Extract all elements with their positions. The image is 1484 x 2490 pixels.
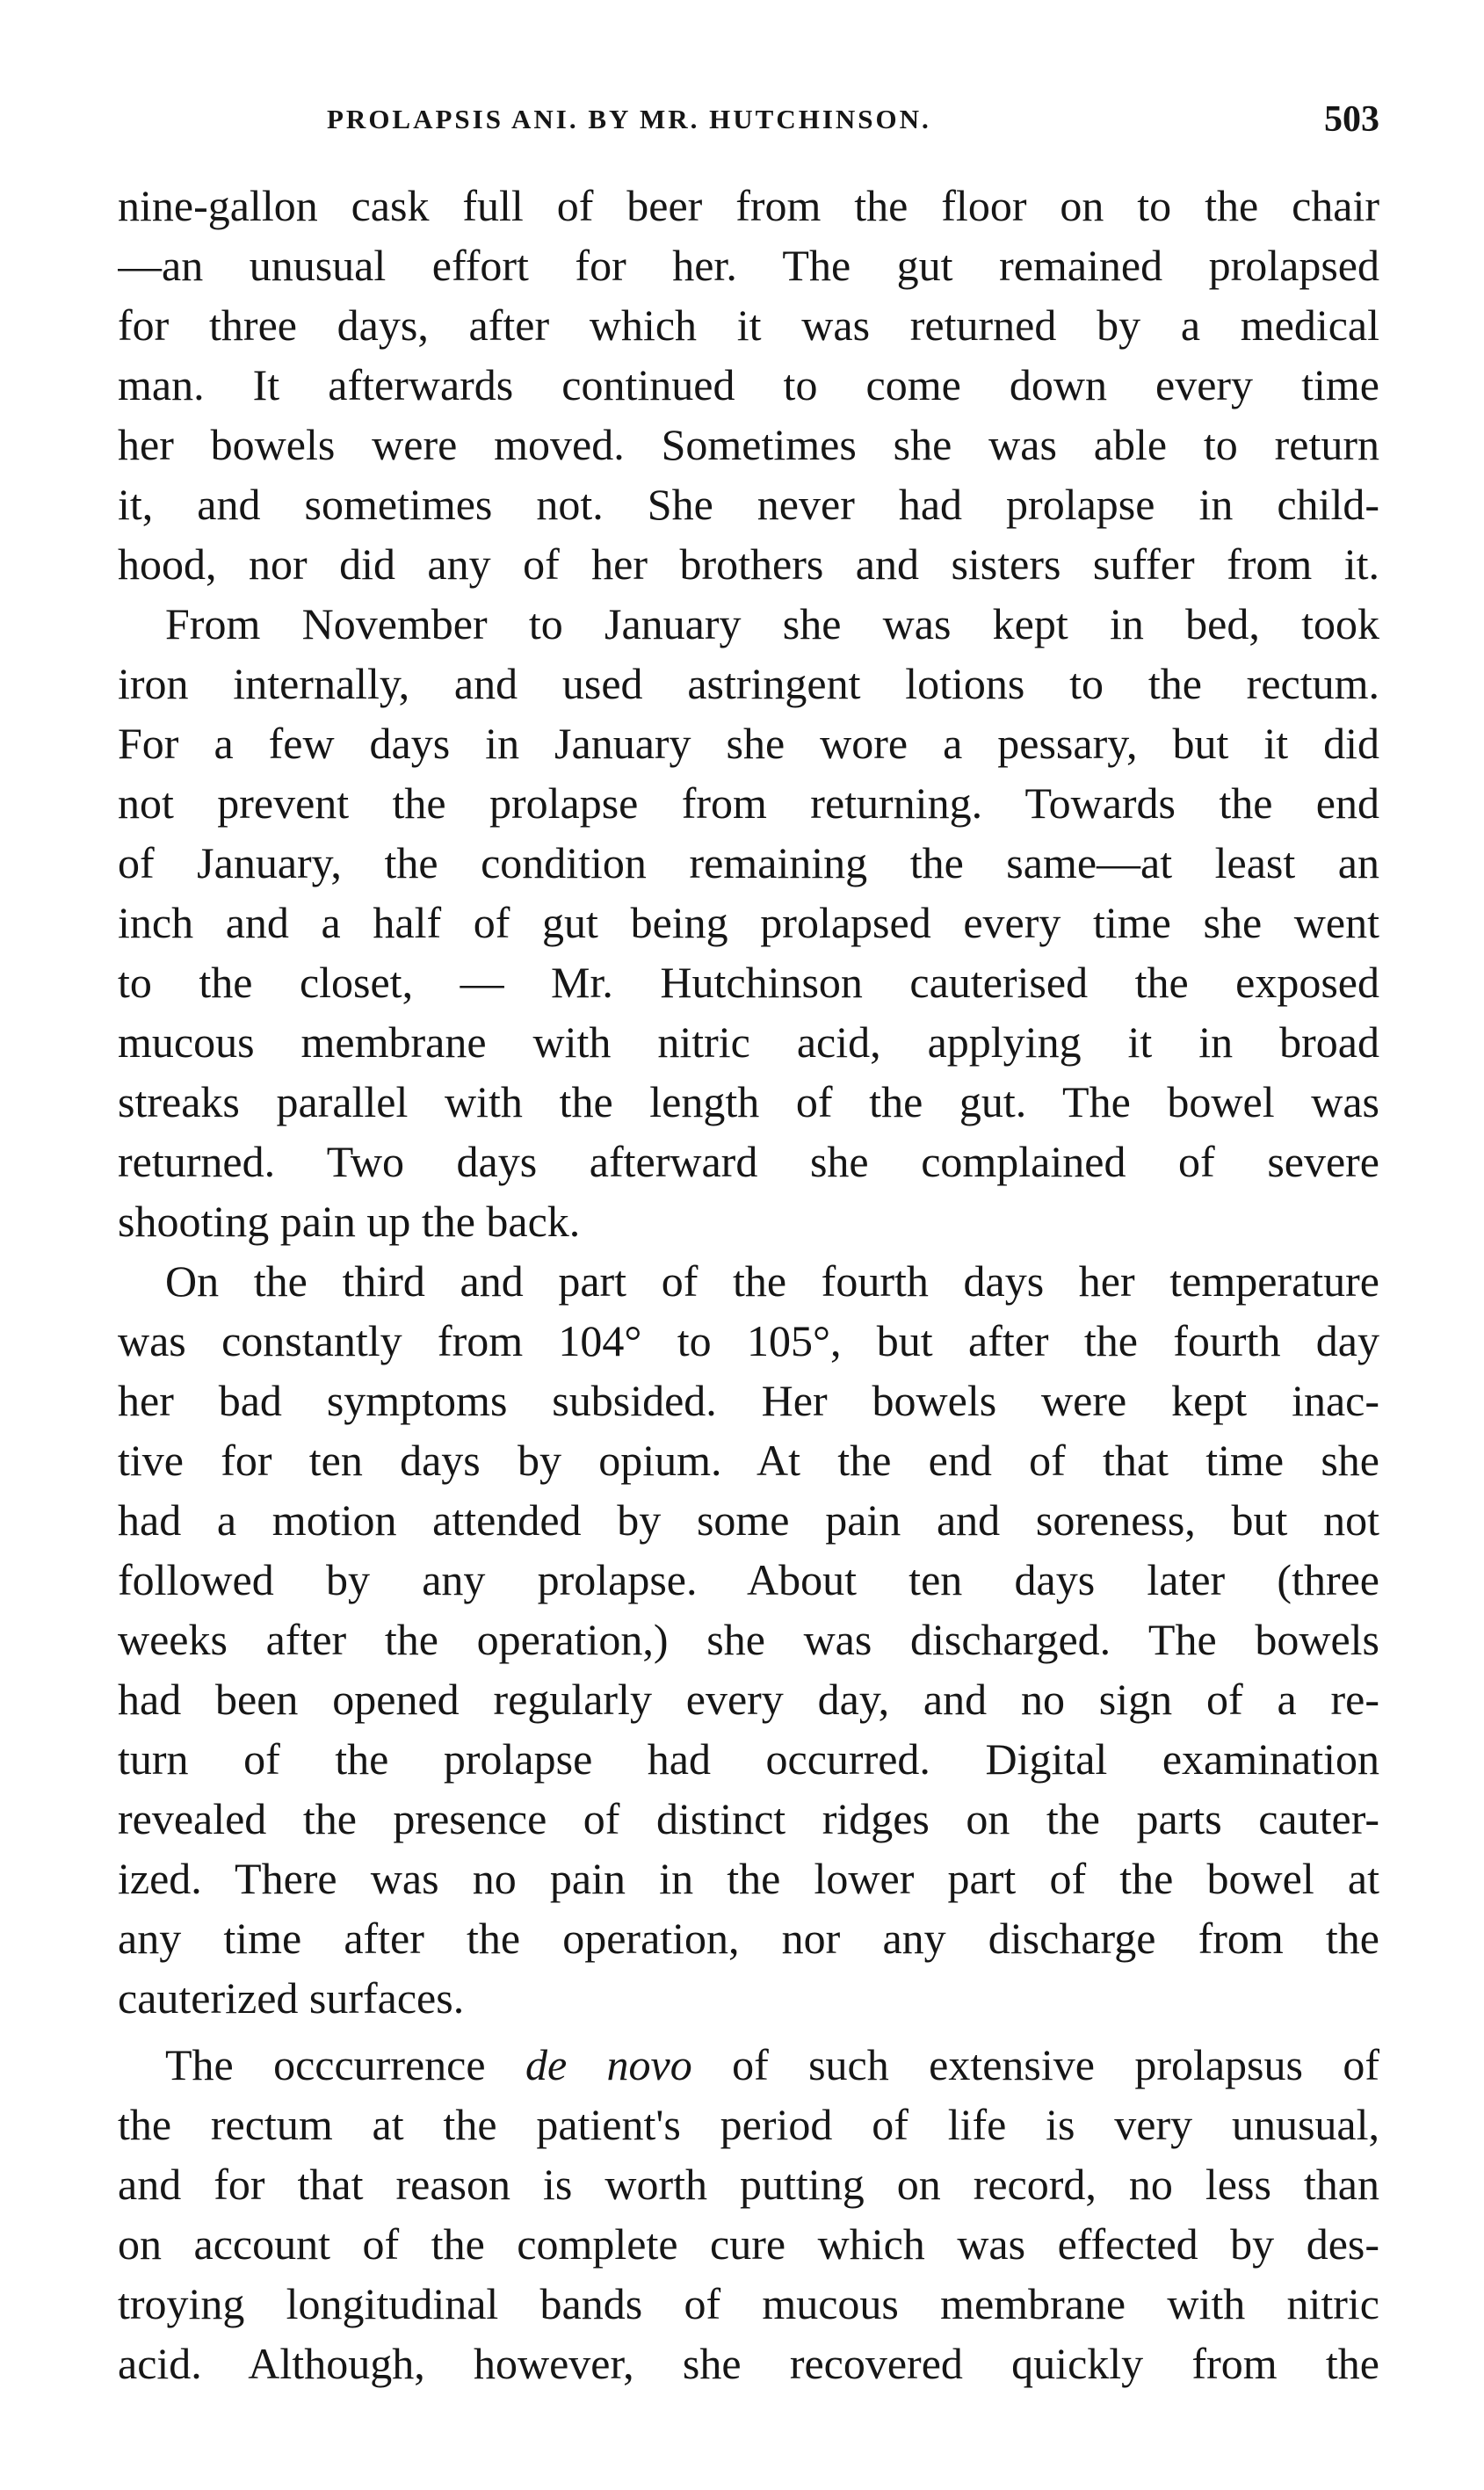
text-line: tive for ten days by opium. At the end of that time she xyxy=(118,1436,1379,1485)
text-line: revealed the presence of distinct ridges on the parts cauter- xyxy=(118,1794,1379,1843)
text-line: not prevent the prolapse from returning. Towards the end xyxy=(118,778,1379,828)
text-line: man. It afterwards continued to come down every time xyxy=(118,360,1379,409)
text-line: and for that reason is worth putting on record, no less than xyxy=(118,2160,1379,2209)
page-number: 503 xyxy=(1324,99,1379,140)
running-head xyxy=(118,99,1379,156)
text-line: was constantly from 104° to 105°, but after the fourth day xyxy=(118,1316,1379,1365)
text-line: iron internally, and used astringent lotions to the rectum. xyxy=(118,659,1379,708)
text-line: it, and sometimes not. She never had prolapse in child- xyxy=(118,480,1379,529)
text-line: her bad symptoms subsided. Her bowels were kept inac- xyxy=(118,1376,1379,1425)
body-text xyxy=(118,176,1379,2393)
text-line: On the third and part of the fourth days her temperature xyxy=(165,1256,1379,1306)
text-line: mucous membrane with nitric acid, applying it in broad xyxy=(118,1017,1379,1067)
text-fragment: of such extensive prolapsus of xyxy=(732,2040,1379,2089)
text-line: had been opened regularly every day, and no sign of a re- xyxy=(118,1675,1379,1724)
text-line: troying longitudinal bands of mucous membrane with nitric xyxy=(118,2279,1379,2328)
text-line: cauterized surfaces. xyxy=(118,1973,465,2023)
text-line: the rectum at the patient's period of life is very unusual, xyxy=(118,2100,1379,2149)
text-line: had a motion attended by some pain and soreness, but not xyxy=(118,1495,1379,1545)
text-line: —an unusual effort for her. The gut remained prolapsed xyxy=(118,241,1379,290)
text-line: From November to January she was kept in bed, took xyxy=(165,599,1379,648)
italic-phrase: de novo xyxy=(525,2040,692,2089)
text-fragment: The occcurrence xyxy=(165,2040,525,2089)
text-line: of January, the condition remaining the same—at least an xyxy=(118,838,1379,887)
text-line: on account of the complete cure which was effected by des- xyxy=(118,2219,1379,2269)
text-line: turn of the prolapse had occurred. Digital examination xyxy=(118,1734,1379,1784)
running-title: PROLAPSIS ANI. BY MR. HUTCHINSON. xyxy=(327,104,931,134)
text-line: weeks after the operation,) she was discharged. The bowels xyxy=(118,1615,1379,1664)
text-line: returned. Two days afterward she complained of severe xyxy=(118,1137,1379,1186)
text-line xyxy=(118,2035,1379,2095)
text-line: for three days, after which it was returned by a medical xyxy=(118,300,1379,350)
text-line: to the closet, — Mr. Hutchinson cauterised the exposed xyxy=(118,958,1379,1007)
text-line: any time after the operation, nor any discharge from the xyxy=(118,1914,1379,1963)
text-line: followed by any prolapse. About ten days later (three xyxy=(118,1555,1379,1604)
text-line: ized. There was no pain in the lower part of the bowel at xyxy=(118,1854,1379,1903)
text-line: inch and a half of gut being prolapsed every time she went xyxy=(118,898,1379,947)
text-line: streaks parallel with the length of the gut. The bowel was xyxy=(118,1077,1379,1126)
text-line: acid. Although, however, she recovered quickly from the xyxy=(118,2339,1379,2388)
text-line: hood, nor did any of her brothers and sisters suffer from it. xyxy=(118,539,1379,589)
text-line: shooting pain up the back. xyxy=(118,1197,581,1246)
text-line: her bowels were moved. Sometimes she was able to return xyxy=(118,420,1379,469)
text-line: nine-gallon cask full of beer from the floor on to the chair xyxy=(118,181,1379,230)
text-line: For a few days in January she wore a pessary, but it did xyxy=(118,719,1379,768)
